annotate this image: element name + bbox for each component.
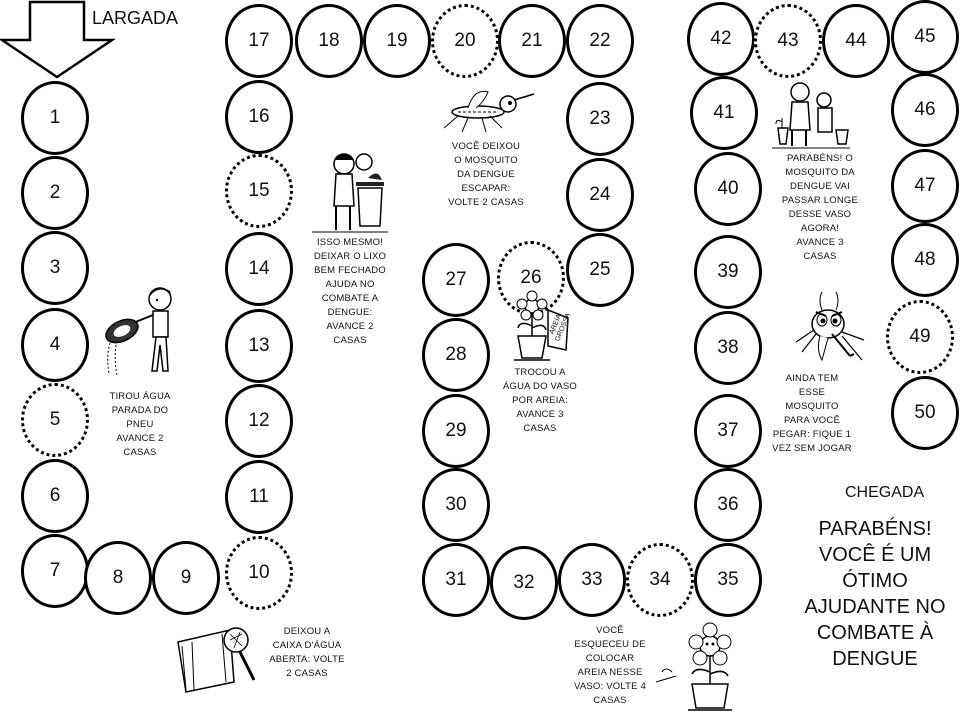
note-line: VASO: VOLTE 4	[574, 681, 646, 692]
note-line: PNEU	[126, 419, 154, 430]
flower-pot-mosquito-icon	[652, 622, 747, 714]
board-space-9[interactable]: 9	[152, 541, 220, 615]
board-space-31[interactable]: 31	[422, 543, 490, 617]
note-line: PARABÉNS! O	[787, 153, 853, 164]
board-space-36[interactable]: 36	[694, 468, 762, 542]
board-space-16[interactable]: 16	[225, 80, 293, 154]
people-with-vase-icon	[770, 78, 852, 150]
congrats-line: PARABÉNS!	[818, 518, 932, 540]
note-line: ESQUECEU DE	[574, 639, 646, 650]
board-space-28[interactable]: 28	[422, 318, 490, 392]
board-space-11[interactable]: 11	[225, 460, 293, 534]
board-space-47[interactable]: 47	[891, 149, 959, 223]
note-line: 2 CASAS	[286, 668, 328, 679]
kids-trash-can-icon	[308, 148, 390, 236]
board-space-6[interactable]: 6	[21, 459, 89, 533]
note-line: ESSE	[798, 387, 826, 398]
board-space-12[interactable]: 12	[225, 384, 293, 458]
note-line: CASAS	[593, 695, 627, 706]
note-line: AVANCE 3	[796, 237, 844, 248]
boy-emptying-tire-icon	[100, 285, 185, 395]
mosquito-escaping-icon	[438, 88, 538, 136]
note-line: AREIA NESSE	[577, 667, 643, 678]
board-space-20[interactable]: 20	[431, 4, 499, 78]
note-line: ESCAPAR:	[461, 183, 511, 194]
board-space-26[interactable]: 26	[497, 241, 565, 315]
note-line: TIROU ÁGUA	[109, 391, 171, 402]
board-space-14[interactable]: 14	[225, 232, 293, 306]
board-space-33[interactable]: 33	[558, 543, 626, 617]
board-space-21[interactable]: 21	[498, 4, 566, 78]
board-space-48[interactable]: 48	[891, 223, 959, 297]
angry-mosquito-icon	[792, 290, 870, 372]
note-line: AGORA!	[800, 223, 840, 234]
congrats-line: DENGUE	[832, 648, 918, 670]
note-line: ISSO MESMO!	[316, 237, 384, 248]
board-space-40[interactable]: 40	[694, 152, 762, 226]
board-space-49[interactable]: 49	[886, 300, 954, 374]
note-line: CAIXA D'ÁGUA	[272, 640, 342, 651]
note-line: DENGUE VAI	[790, 181, 850, 192]
congrats-line: AJUDANTE NO	[804, 596, 946, 618]
board-space-42[interactable]: 42	[687, 2, 755, 76]
board-space-37[interactable]: 37	[694, 394, 762, 468]
note-line: DA DENGUE	[457, 169, 515, 180]
note-line: COMBATE A	[321, 293, 379, 304]
board-space-8[interactable]: 8	[84, 541, 152, 615]
note-line: CASAS	[523, 423, 557, 434]
note-line: DESSE VASO	[788, 209, 852, 220]
board-space-10[interactable]: 10	[225, 536, 293, 610]
water-tank-icon	[172, 620, 262, 698]
board-space-17[interactable]: 17	[225, 4, 293, 78]
board-space-46[interactable]: 46	[891, 73, 959, 147]
note-line: O MOSQUITO	[454, 155, 518, 166]
board-space-43[interactable]: 43	[754, 4, 822, 78]
sand-bag-label: AREIA GROSSA	[548, 312, 573, 343]
note-line: MOSQUITO	[785, 401, 839, 412]
congratulations-message	[800, 516, 950, 672]
note-mosquito-escape	[436, 140, 536, 210]
board-space-34[interactable]: 34	[626, 543, 694, 617]
board-space-5[interactable]: 5	[21, 383, 89, 457]
note-line: TROCOU A	[514, 367, 566, 378]
note-line: CASAS	[123, 447, 157, 458]
board-space-15[interactable]: 15	[225, 154, 293, 228]
board-space-35[interactable]: 35	[694, 543, 762, 617]
board-space-41[interactable]: 41	[690, 76, 758, 150]
note-line: VEZ SEM JOGAR	[772, 443, 852, 454]
note-line: DEIXOU A	[283, 626, 331, 637]
note-tire	[95, 390, 185, 460]
note-line: CASAS	[333, 335, 367, 346]
board-space-4[interactable]: 4	[21, 308, 89, 382]
note-line: DEIXAR O LIXO	[313, 251, 387, 262]
note-line: MOSQUITO DA	[785, 167, 855, 178]
note-forgot-sand	[560, 624, 660, 708]
board-space-38[interactable]: 38	[694, 311, 762, 385]
board-space-44[interactable]: 44	[822, 4, 890, 78]
board-space-23[interactable]: 23	[566, 82, 634, 156]
note-line: ABERTA: VOLTE	[269, 654, 345, 665]
board-space-32[interactable]: 32	[490, 546, 558, 620]
note-line: AVANCE 2	[326, 321, 374, 332]
board-space-7[interactable]: 7	[21, 534, 89, 608]
note-line: VOLTE 2 CASAS	[448, 197, 524, 208]
congrats-line: COMBATE À	[816, 622, 934, 644]
note-vase-safe	[770, 152, 870, 264]
board-space-2[interactable]: 2	[21, 156, 89, 230]
board-space-19[interactable]: 19	[363, 4, 431, 78]
note-line: VOCÊ	[596, 625, 624, 636]
board-space-27[interactable]: 27	[422, 243, 490, 317]
note-trash	[300, 236, 400, 348]
congrats-line: ÓTIMO	[842, 570, 908, 592]
board-space-25[interactable]: 25	[566, 233, 634, 307]
board-space-24[interactable]: 24	[566, 158, 634, 232]
note-line: PARADA DO	[111, 405, 169, 416]
note-line: POR AREIA:	[512, 395, 568, 406]
board-space-22[interactable]: 22	[566, 4, 634, 78]
note-line: AJUDA NO	[325, 279, 375, 290]
board-space-50[interactable]: 50	[891, 376, 959, 450]
note-line: DENGUE:	[327, 307, 373, 318]
note-mosquito-wait	[762, 372, 862, 456]
board-space-13[interactable]: 13	[225, 309, 293, 383]
note-line: PASSAR LONGE	[781, 195, 859, 206]
note-line: PEGAR: FIQUE 1	[772, 429, 852, 440]
start-label: LARGADA	[92, 8, 179, 28]
note-water-tank	[262, 625, 352, 681]
board-space-1[interactable]: 1	[21, 81, 89, 155]
board-space-18[interactable]: 18	[295, 4, 363, 78]
note-sand	[490, 366, 590, 436]
note-line: COLOCAR	[585, 653, 635, 664]
note-line: PARA VOCÊ	[783, 415, 840, 426]
note-line: ÁGUA DO VASO	[502, 381, 578, 392]
note-line: VOCÊ DEIXOU	[451, 141, 521, 152]
finish-label: CHEGADA	[845, 484, 925, 501]
board-space-3[interactable]: 3	[21, 231, 89, 305]
note-line: BEM FECHADO	[314, 265, 386, 276]
board-space-39[interactable]: 39	[694, 235, 762, 309]
board-space-29[interactable]: 29	[422, 394, 490, 468]
congrats-line: VOCÊ É UM	[818, 544, 932, 566]
board-space-30[interactable]: 30	[422, 468, 490, 542]
note-line: AINDA TEM	[785, 373, 839, 384]
note-line: CASAS	[803, 251, 837, 262]
note-line: AVANCE 3	[516, 409, 564, 420]
note-line: AVANCE 2	[116, 433, 164, 444]
board-space-45[interactable]: 45	[891, 0, 959, 74]
